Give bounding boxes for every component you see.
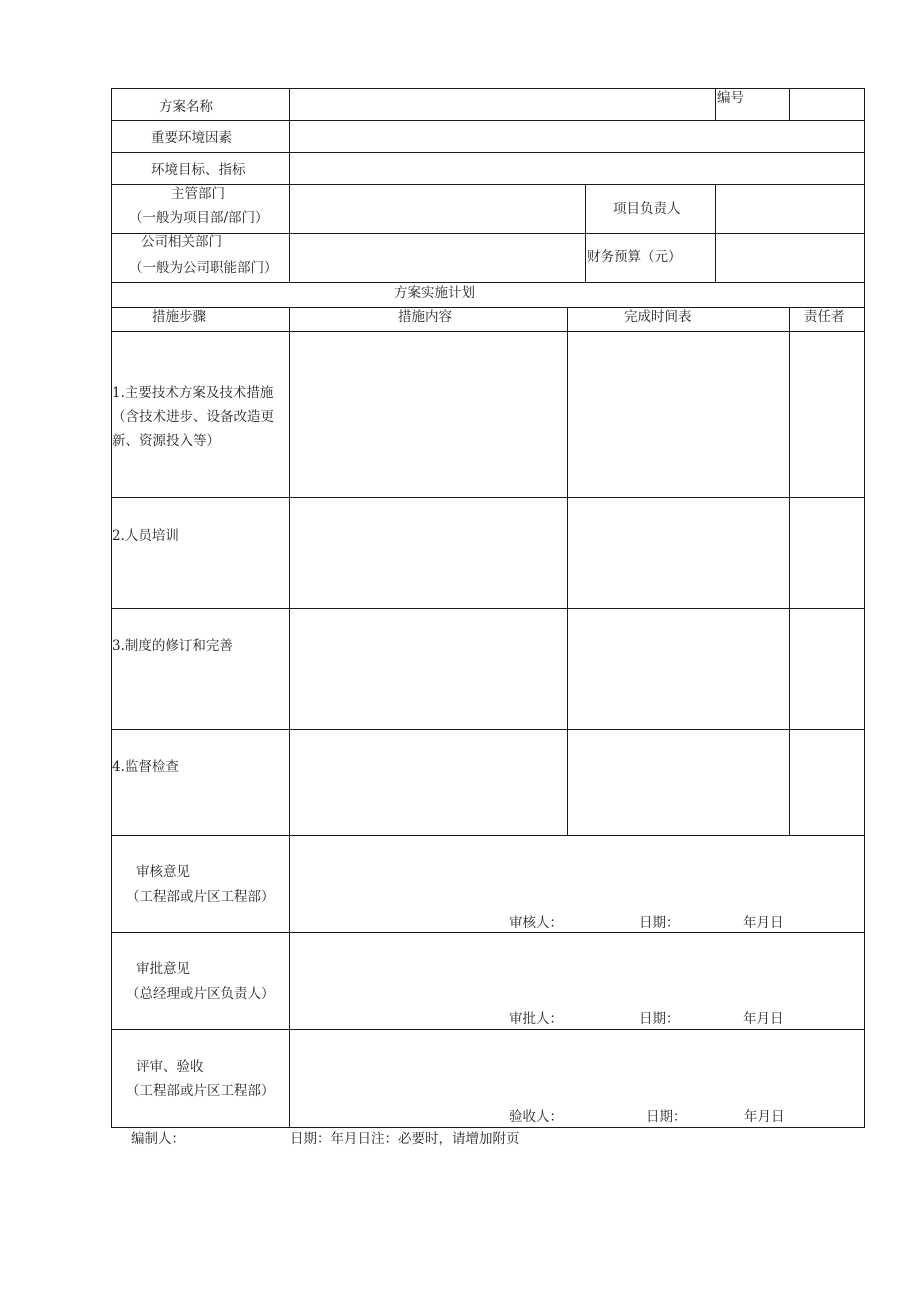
step-4-owner-field[interactable]: [790, 730, 864, 835]
budget-label: 财务预算（元）: [587, 249, 682, 265]
reviewer-label: 审核人：: [509, 915, 563, 931]
rule: [111, 307, 865, 308]
review-title-note: （工程部或片区工程部）: [126, 889, 275, 905]
dept-field[interactable]: [290, 185, 585, 233]
acceptance-ymd: 年月日: [744, 1109, 785, 1125]
review-opinion-field[interactable]: [290, 836, 864, 906]
project-lead-label: 项目负责人: [613, 201, 681, 217]
project-lead-field[interactable]: [716, 185, 864, 233]
related-dept-label: 公司相关部门: [141, 234, 222, 250]
dept-label: 主管部门: [171, 186, 225, 202]
column-header-content: 措施内容: [398, 309, 452, 325]
column-header-owner: 责任者: [804, 309, 845, 325]
target-field[interactable]: [290, 153, 864, 184]
plan-title: 方案实施计划: [394, 285, 475, 301]
number-field[interactable]: [790, 89, 864, 120]
acceptor-label: 验收人：: [509, 1109, 563, 1125]
step-1-label-line-3: 新、资源投入等）: [112, 433, 220, 449]
step-3-label: 3.制度的修订和完善: [112, 638, 233, 654]
key-factor-label: 重要环境因素: [151, 130, 232, 146]
rule: [111, 282, 865, 283]
approval-opinion-field[interactable]: [290, 933, 864, 1003]
approval-title-note: （总经理或片区负责人）: [126, 986, 275, 1002]
step-2-content-field[interactable]: [290, 498, 567, 608]
footer-note: 日期：年月日注：必要时，请增加附页: [290, 1131, 520, 1147]
approver-label: 审批人：: [509, 1011, 563, 1027]
step-2-owner-field[interactable]: [790, 498, 864, 608]
form-footer: [0, 1130, 920, 1150]
step-4-schedule-field[interactable]: [568, 730, 789, 835]
rule: [111, 1127, 865, 1128]
step-3-owner-field[interactable]: [790, 609, 864, 729]
step-2-schedule-field[interactable]: [568, 498, 789, 608]
approval-ymd: 年月日: [743, 1011, 784, 1027]
step-4-label: 4.监督检查: [112, 759, 179, 775]
related-dept-field[interactable]: [290, 234, 585, 282]
rule: [715, 88, 716, 120]
step-1-label: 1.主要技术方案及技术措施: [112, 385, 274, 401]
step-1-content-field[interactable]: [290, 332, 567, 497]
acceptance-date-label: 日期：: [646, 1109, 687, 1125]
prepared-by-label: 编制人：: [131, 1131, 185, 1147]
step-1-schedule-field[interactable]: [568, 332, 789, 497]
approval-title: 审批意见: [136, 961, 190, 977]
step-1-label-line-2: （含技术进步、设备改造更: [112, 409, 274, 425]
acceptance-title-note: （工程部或片区工程部）: [126, 1083, 275, 1099]
acceptance-opinion-field[interactable]: [290, 1030, 864, 1100]
review-date-label: 日期：: [639, 915, 680, 931]
review-ymd: 年月日: [743, 915, 784, 931]
target-label: 环境目标、指标: [151, 162, 246, 178]
budget-field[interactable]: [716, 234, 864, 282]
scheme-name-label: 方案名称: [159, 99, 213, 115]
column-header-step: 措施步骤: [152, 309, 206, 325]
column-header-schedule: 完成时间表: [624, 309, 692, 325]
scheme-form: [111, 88, 865, 1128]
step-3-schedule-field[interactable]: [568, 609, 789, 729]
step-2-label: 2.人员培训: [112, 528, 179, 544]
step-1-owner-field[interactable]: [790, 332, 864, 497]
key-factor-field[interactable]: [290, 121, 864, 152]
approval-date-label: 日期：: [639, 1011, 680, 1027]
rule: [585, 184, 586, 282]
number-label: 编号: [717, 90, 744, 106]
step-3-content-field[interactable]: [290, 609, 567, 729]
rule: [111, 88, 112, 1128]
related-dept-label-note: （一般为公司职能部门）: [129, 260, 278, 276]
rule: [864, 88, 865, 1128]
dept-label-note: （一般为项目部/部门）: [129, 210, 269, 226]
scheme-name-field[interactable]: [290, 89, 715, 120]
review-title: 审核意见: [136, 864, 190, 880]
acceptance-title: 评审、验收: [136, 1059, 204, 1075]
step-4-content-field[interactable]: [290, 730, 567, 835]
